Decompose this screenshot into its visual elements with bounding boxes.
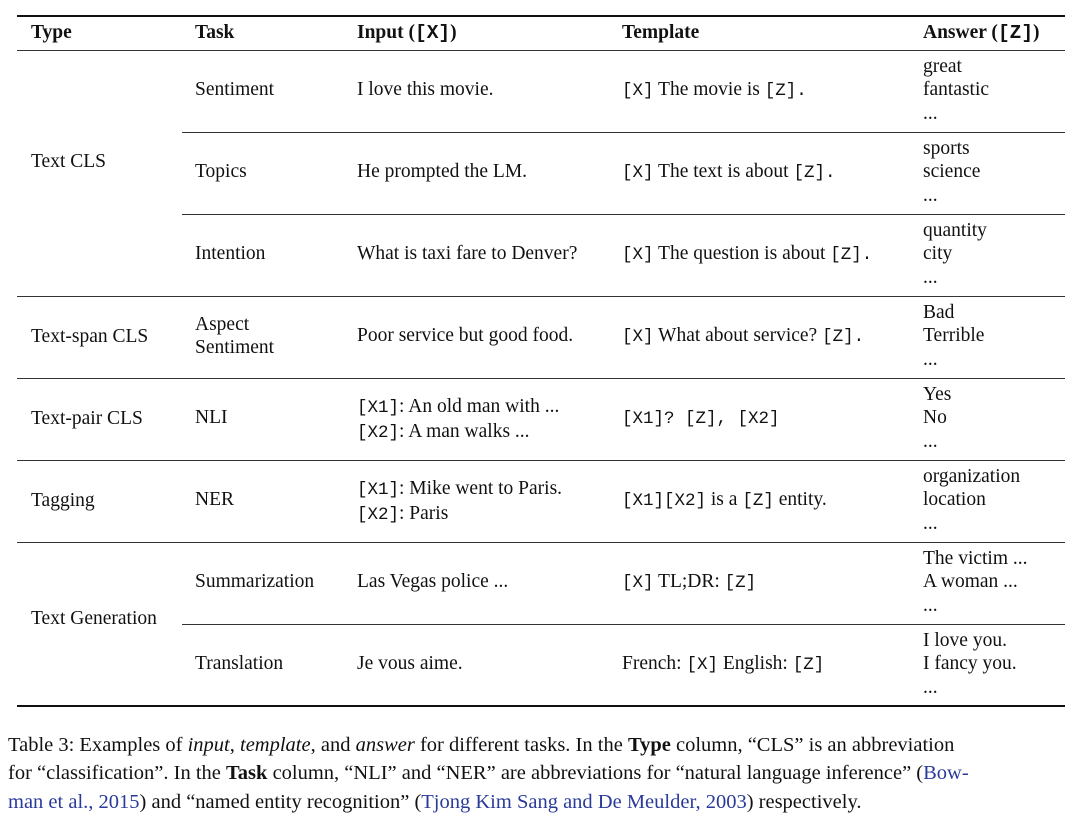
caption-label: Table 3: Examples of: [8, 734, 188, 756]
template-text: French:: [622, 653, 687, 675]
type-text-span-cls: Text-span CLS: [31, 326, 149, 347]
task-label: Sentiment: [195, 337, 275, 358]
task-cell: [195, 242, 265, 266]
caption-type-word: Type: [627, 734, 671, 756]
answer-cell: [923, 301, 984, 372]
template-text: The question is about: [653, 243, 831, 265]
caption-task-word: Task: [226, 762, 268, 785]
type-text-generation: Text Generation: [31, 608, 157, 629]
input-text: What is taxi fare to Denver?: [357, 243, 578, 265]
answer-item: ...: [923, 102, 938, 124]
answer-item: organization: [923, 465, 1021, 487]
answer-item: ...: [923, 430, 938, 452]
answer-cell: [923, 629, 1017, 700]
header-input-prefix: Input (: [357, 22, 415, 43]
template-token: [X1][X2]: [622, 491, 707, 512]
input-token: [X2]: [357, 423, 400, 443]
input-text: Je vous aime.: [357, 653, 463, 675]
answer-item: quantity: [923, 219, 987, 241]
answer-cell: [923, 465, 1020, 536]
task-cell: [195, 488, 234, 512]
template-cell: [622, 406, 780, 432]
answer-item: ...: [923, 348, 938, 370]
template-text: What about service?: [653, 325, 823, 347]
caption-text: ) respectively.: [746, 790, 862, 813]
input-token: [X1]: [357, 397, 400, 418]
template-text: The movie is: [653, 79, 765, 101]
answer-item: science: [923, 161, 981, 183]
template-token: .: [796, 81, 807, 102]
caption-text: for “classification”. In the: [8, 762, 227, 785]
header-input-token: [X]: [415, 22, 451, 44]
template-token: [Z]: [742, 491, 774, 512]
template-token: [Z]: [724, 573, 757, 594]
template-token: [X]: [622, 327, 654, 348]
bottom-rule: [17, 705, 1065, 707]
header-rule: [17, 50, 1065, 51]
citation-link-tjong[interactable]: Tjong Kim Sang and De Meulder, 2003: [421, 790, 747, 813]
input-cell: [357, 652, 463, 676]
input-cell: [357, 570, 508, 594]
input-cell: [357, 395, 559, 446]
template-cell: [622, 242, 872, 268]
template-token: [X]: [622, 573, 654, 594]
answer-item: ...: [923, 266, 938, 288]
input-text: : A man walks ...: [399, 421, 530, 442]
caption-answer-word: answer: [355, 734, 415, 756]
input-text: : An old man with ...: [399, 395, 560, 417]
input-cell: [357, 160, 527, 184]
template-token: .: [853, 327, 865, 348]
task-label: NLI: [195, 407, 228, 429]
caption-line-2: [8, 759, 1078, 787]
template-cell: [622, 652, 824, 678]
template-cell: [622, 488, 827, 514]
type-tagging: Tagging: [31, 490, 95, 511]
caption-template-word: template: [240, 734, 311, 756]
template-cell: [622, 570, 756, 596]
caption-text: ,: [229, 734, 241, 756]
template-token: [X]: [622, 163, 654, 184]
caption-text: column, “NLI” and “NER” are abbreviations for “natural language inference” (: [267, 762, 924, 785]
input-cell: [357, 477, 562, 528]
caption-text: , and: [310, 734, 356, 756]
header-input: [357, 21, 457, 46]
answer-cell: [923, 219, 987, 290]
template-token: .: [861, 245, 873, 266]
answer-item: location: [923, 489, 986, 511]
template-cell: [622, 78, 807, 104]
row-rule: [182, 624, 1065, 625]
template-text: entity.: [773, 489, 827, 511]
header-type: Type: [31, 22, 72, 43]
caption-line-1: [8, 731, 1078, 759]
input-text: : Mike went to Paris.: [399, 477, 563, 499]
answer-item: ...: [923, 676, 938, 698]
input-text: I love this movie.: [357, 79, 494, 101]
header-template: Template: [622, 22, 700, 43]
header-input-suffix: ): [450, 22, 457, 43]
answer-cell: [923, 137, 980, 208]
task-cell: [195, 313, 274, 360]
template-token: [X]: [686, 655, 718, 676]
answer-cell: [923, 55, 989, 126]
answer-item: sports: [923, 137, 970, 159]
task-label: Aspect: [195, 313, 250, 335]
template-cell: [622, 324, 864, 350]
template-token: [X1]? [Z], [X2]: [622, 409, 780, 430]
template-token: [Z]: [822, 327, 854, 348]
header-answer-suffix: ): [1033, 22, 1040, 43]
task-cell: [195, 78, 274, 102]
template-token: [X]: [622, 81, 654, 102]
citation-link-bowman[interactable]: Bow-: [923, 762, 969, 785]
answer-item: I love you.: [923, 629, 1007, 651]
task-label: Sentiment: [195, 79, 275, 101]
caption-text: ) and “named entity recognition” (: [139, 790, 422, 813]
input-text: Las Vegas police ...: [357, 571, 509, 593]
group-rule: [17, 378, 1065, 379]
answer-item: No: [923, 407, 947, 429]
template-cell: [622, 160, 835, 186]
input-text: He prompted the LM.: [357, 161, 528, 183]
answer-item: ...: [923, 594, 938, 616]
answer-item: ...: [923, 512, 938, 534]
input-token: [X2]: [357, 505, 400, 525]
answer-item: A woman ...: [923, 571, 1018, 593]
answer-item: Bad: [923, 301, 955, 323]
answer-item: city: [923, 243, 953, 265]
template-text: The text is about: [653, 161, 794, 183]
template-text: English:: [717, 653, 793, 675]
input-cell: [357, 78, 493, 102]
task-label: Summarization: [195, 571, 315, 593]
caption-text: for different tasks. In the: [414, 734, 628, 756]
template-token: .: [824, 163, 836, 184]
row-rule: [182, 132, 1065, 133]
answer-item: The victim ...: [923, 547, 1028, 569]
input-text: : Paris: [399, 503, 449, 524]
answer-item: I fancy you.: [923, 653, 1017, 675]
answer-cell: [923, 383, 951, 454]
caption-line-3: [8, 788, 1078, 816]
header-answer-token: [Z]: [997, 22, 1034, 44]
table-caption: [8, 731, 1078, 816]
task-label: Translation: [195, 653, 284, 675]
template-token: [Z]: [792, 655, 825, 676]
task-cell: [195, 570, 314, 594]
template-token: [Z]: [830, 245, 862, 266]
template-text: TL;DR:: [653, 571, 725, 593]
input-text: Poor service but good food.: [357, 325, 574, 347]
type-text-pair-cls: Text-pair CLS: [31, 408, 143, 429]
answer-item: Terrible: [923, 325, 985, 347]
task-label: NER: [195, 489, 234, 511]
template-token: [Z]: [793, 163, 825, 184]
group-rule: [17, 296, 1065, 297]
template-token: [Z]: [764, 81, 797, 102]
input-token: [X1]: [357, 479, 400, 500]
caption-input-word: input: [187, 734, 230, 756]
group-rule: [17, 542, 1065, 543]
group-rule: [17, 460, 1065, 461]
task-cell: [195, 160, 247, 184]
task-label: Topics: [195, 161, 247, 183]
input-cell: [357, 324, 573, 348]
type-text-cls: Text CLS: [31, 151, 107, 172]
answer-item: fantastic: [923, 79, 990, 101]
answer-cell: [923, 547, 1028, 618]
caption-text: column, “CLS” is an abbreviation: [670, 734, 955, 756]
task-label: Intention: [195, 243, 266, 265]
task-cell: [195, 406, 228, 430]
answer-item: ...: [923, 184, 938, 206]
answer-item: Yes: [923, 383, 952, 405]
top-rule: [17, 15, 1065, 17]
row-rule: [182, 214, 1065, 215]
answer-item: great: [923, 55, 962, 77]
header-answer: [923, 21, 1040, 46]
citation-link-bowman-cont[interactable]: man et al., 2015: [8, 790, 140, 813]
header-answer-prefix: Answer (: [923, 22, 998, 43]
template-text: is a: [706, 489, 743, 511]
input-cell: [357, 242, 577, 266]
header-task: Task: [195, 22, 235, 43]
task-cell: [195, 652, 283, 676]
template-token: [X]: [622, 245, 654, 266]
